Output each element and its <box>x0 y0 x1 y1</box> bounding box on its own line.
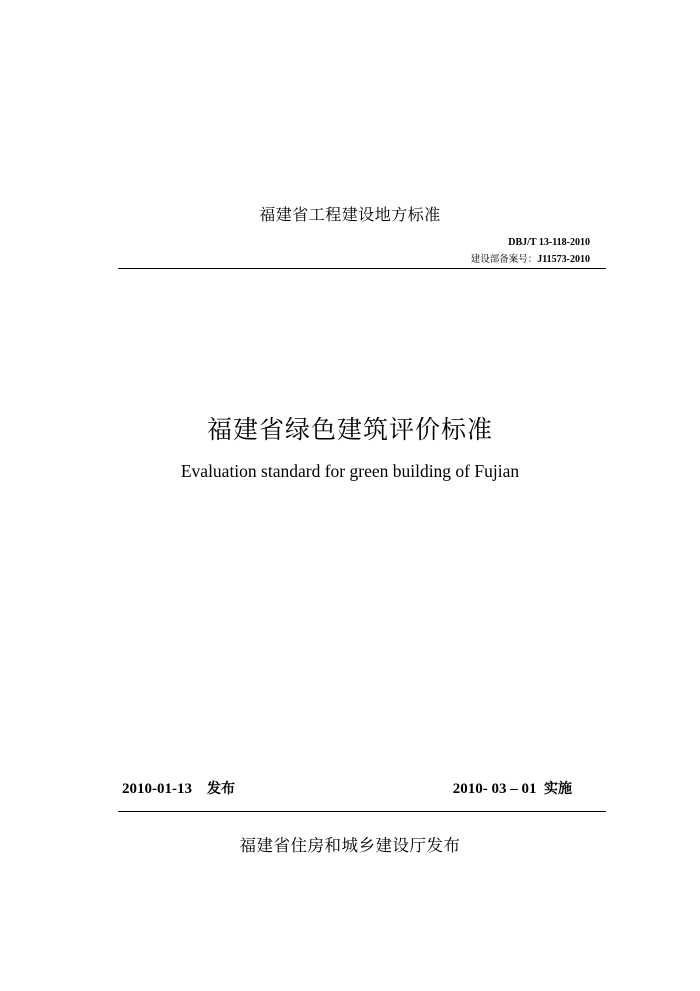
standard-code-block <box>471 234 590 268</box>
bottom-divider <box>118 811 606 812</box>
implement-label: 实施 <box>544 781 572 797</box>
release-label: 发布 <box>207 781 235 797</box>
issuing-authority: 福建省住房和城乡建设厅发布 <box>239 836 461 855</box>
release-info <box>122 778 235 798</box>
implement-info <box>453 778 572 798</box>
standard-code: DBJ/T 13-118-2010 <box>508 237 590 248</box>
document-title-english: Evaluation standard for green building of Fujian <box>180 461 520 481</box>
record-number: J11573-2010 <box>537 254 590 265</box>
top-divider <box>118 268 606 269</box>
record-label: 建设部备案号： <box>470 254 538 265</box>
standard-category: 福建省工程建设地方标准 <box>259 205 441 224</box>
document-title-chinese: 福建省绿色建筑评价标准 <box>206 415 493 444</box>
record-line <box>471 251 590 268</box>
release-date: 2010-01-13 <box>122 781 192 797</box>
implement-date: 2010- 03 – 01 <box>452 781 537 797</box>
